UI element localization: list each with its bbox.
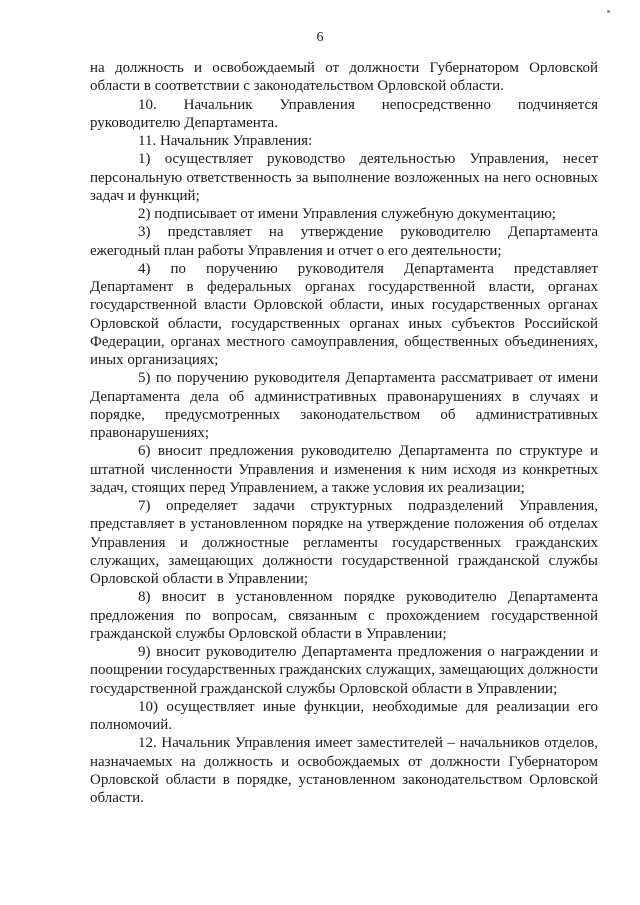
- subitem-2: 2) подписывает от имени Управления служебную документацию;: [138, 206, 556, 222]
- paragraph-item-11: 11. Начальник Управления:: [138, 133, 313, 149]
- subitem-5: 5) по поручению руководителя Департамента рассматривает от имени Департамента дела об административных правонарушениях в случаях и порядке, предусмотренных законодательством об административных правонарушениях;: [90, 370, 598, 441]
- page-number: 6: [316, 30, 324, 45]
- subitem-8: 8) вносит в установленном порядке руководителю Департамента предложения по вопросам, связанным с прохождением государственной гражданской службы Орловской области в Управлении;: [90, 589, 598, 642]
- subitem-1: 1) осуществляет руководство деятельностью Управления, несет персональную ответственность за выполнение возложенных на него основных задач и функций;: [90, 151, 598, 204]
- subitem-4: 4) по поручению руководителя Департамента представляет Департамент в федеральных органах государственной власти, органах государственной власти Орловской области, иных государственных органах Орловской области, государственных органах иных субъектов Российской Федерации, органах местного самоуправления, общественных объединениях, иных организациях;: [90, 260, 598, 368]
- document-body: [90, 59, 598, 807]
- paragraph-continuation: на должность и освобождаемый от должности Губернатором Орловской области в соответствии с законодательством Орловской области.: [90, 60, 598, 95]
- subitem-9: 9) вносит руководителю Департамента предложения о награждении и поощрении государственных гражданских служащих, замещающих должности государственной гражданской службы Орловской области в Управлении;: [90, 644, 598, 697]
- paragraph-item-10: 10. Начальник Управления непосредственно подчиняется руководителю Департамента.: [90, 96, 598, 131]
- subitem-6: 6) вносит предложения руководителю Департамента по структуре и штатной численности Управления и изменения к ним исходя из конкретных задач, стоящих перед Управлением, а также условия их реализации;: [90, 443, 598, 496]
- scan-speck: [607, 10, 610, 13]
- subitem-7: 7) определяет задачи структурных подразделений Управления, представляет в установленном порядке на утверждение положения об отделах Управления и должностные регламенты государственных гражданских служащих, замещающих должности государственной гражданской службы Орловской области в Управлении;: [90, 498, 598, 587]
- paragraph-item-12: 12. Начальник Управления имеет заместителей – начальников отделов, назначаемых на должность и освобождаемых от должности Губернатором Орловской области в порядке, установленном законодательством Орловской области.: [90, 735, 598, 806]
- subitem-3: 3) представляет на утверждение руководителю Департамента ежегодный план работы Управления и отчет о его деятельности;: [90, 224, 598, 259]
- subitem-10: 10) осуществляет иные функции, необходимые для реализации его полномочий.: [90, 698, 598, 733]
